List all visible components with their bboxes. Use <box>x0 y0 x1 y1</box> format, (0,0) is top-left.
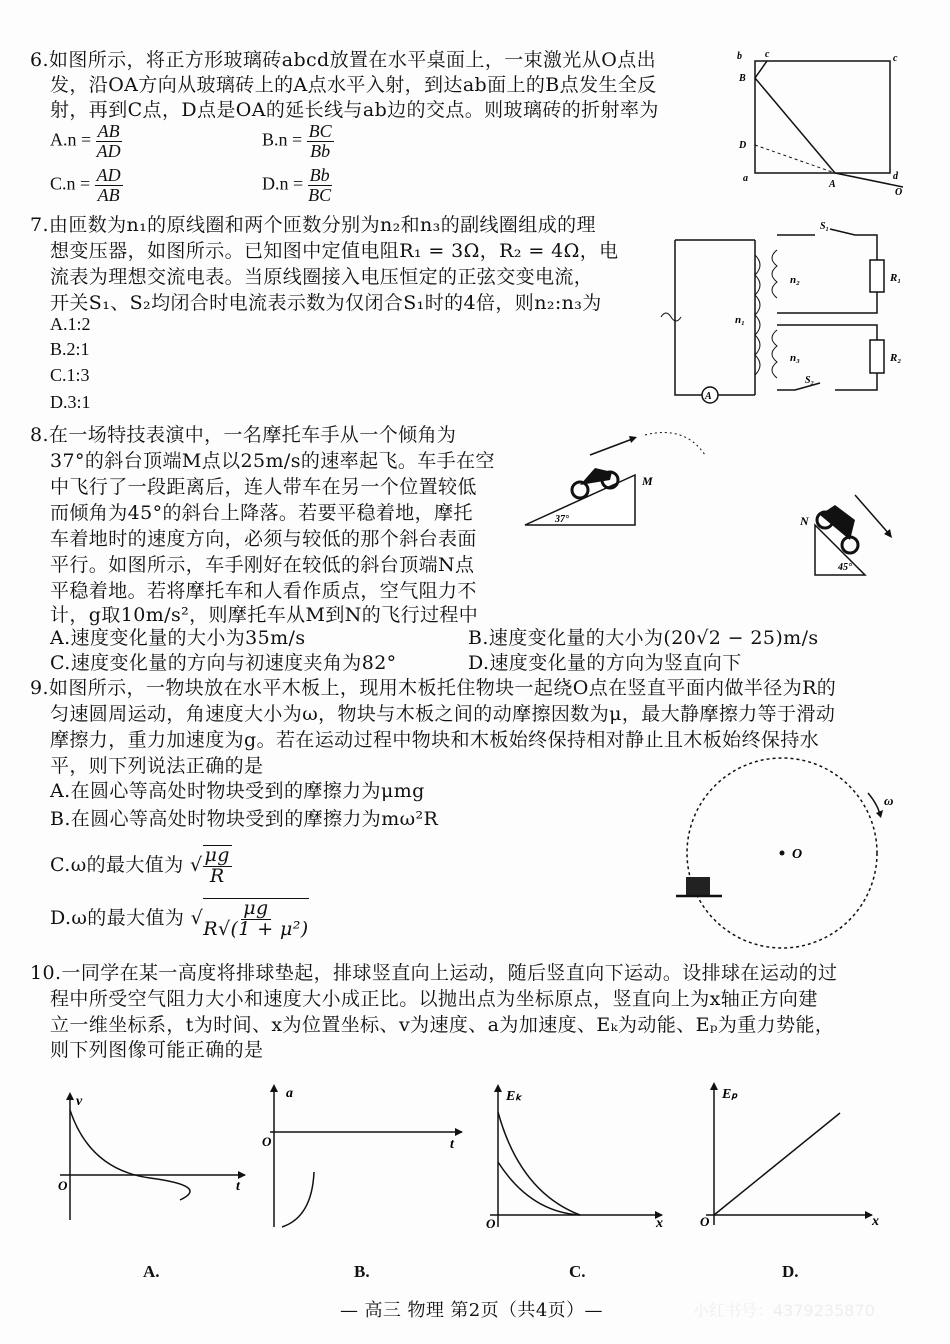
svg-text:A: A <box>829 179 836 190</box>
q7-transformer-figure <box>655 215 915 410</box>
svg-text:D: D <box>739 140 747 151</box>
q9-circle-figure <box>670 755 930 965</box>
q7-option-d: D.3:1 <box>50 392 91 412</box>
page-footer: — 高三 物理 第2页（共4页）— <box>340 1300 603 1321</box>
q10-line: 程中所受空气阻力大小和速度大小成正比。以抛出点为坐标原点，竖直向上为x轴正方向建 <box>50 988 818 1010</box>
curve-1 <box>70 1110 190 1200</box>
q6-option-b: B.n = $\frac{BC}{Bb}$ <box>262 121 332 161</box>
svg-text:v: v <box>76 1094 83 1109</box>
svg-text:B: B <box>739 73 746 84</box>
q8-line: 平稳着地。若将摩托车和人看作质点，空气阻力不 <box>50 580 477 602</box>
q6-glass-figure <box>735 45 945 200</box>
q6-option-a: A.n = $\frac{AB}{AD}$ <box>50 121 121 161</box>
q8-option-c: C.速度变化量的方向与初速度夹角为82° <box>50 652 397 674</box>
svg-text:t: t <box>450 1137 454 1152</box>
svg-text:a: a <box>743 173 748 184</box>
q6-line: 射，再到C点，D点是OA的延长线与ab边的交点。则玻璃砖的折射率为 <box>50 99 659 121</box>
q7-option-c: C.1:3 <box>50 365 90 385</box>
q7-line: 想变压器，如图所示。已知图中定值电阻R₁ = 3Ω，R₂ = 4Ω，电 <box>50 240 619 262</box>
q7-line: 开关S₁、S₂均闭合时电流表示数为仅闭合S₁时的4倍，则n₂:n₃为 <box>50 292 602 314</box>
svg-text:N: N <box>800 514 809 528</box>
q8-option-d: D.速度变化量的方向为竖直向下 <box>468 652 742 674</box>
q6-option-d: D.n = $\frac{Bb}{BC}$ <box>262 165 332 205</box>
q10-line: 则下列图像可能正确的是 <box>50 1039 264 1061</box>
q8-line: 车着地时的速度方向，必须与较低的那个斜台表面 <box>50 528 477 550</box>
svg-text:x: x <box>872 1214 879 1229</box>
svg-text:M: M <box>642 474 653 488</box>
q9-option-d: D.ω的最大值为 √ $\frac{\mu g}{\text{R√(1 + μ²)}}$ <box>50 897 309 940</box>
graph-b <box>262 1082 472 1232</box>
svg-text:Eₚ: Eₚ <box>722 1087 738 1102</box>
svg-text:n₃: n₃ <box>790 352 800 364</box>
svg-text:n₂: n₂ <box>790 274 800 286</box>
q8-line: 而倾角为45°的斜台上降落。若要平稳着地，摩托 <box>50 502 473 524</box>
graph-d <box>700 1080 890 1230</box>
q9-line: 匀速圆周运动，角速度大小为ω，物块与木板之间的动摩擦因数为μ，最大静摩擦力等于滑动 <box>50 703 836 725</box>
q7-line: 流表为理想交流电表。当原线圈接入电压恒定的正弦交变电流， <box>50 266 594 288</box>
svg-text:O: O <box>262 1134 272 1149</box>
svg-text:a: a <box>286 1086 293 1101</box>
q6-line: 6.如图所示，将正方形玻璃砖abcd放置在水平桌面上，一束激光从O点出 <box>30 49 657 71</box>
q8-line: 37°的斜台顶端M点以25m/s的速率起飞。车手在空 <box>50 450 495 472</box>
svg-text:37°: 37° <box>555 514 569 525</box>
svg-text:ω: ω <box>884 793 894 808</box>
graph-d-label: D. <box>782 1262 799 1281</box>
q7-option-a: A.1:2 <box>50 314 91 334</box>
q9-line: 摩擦力，重力加速度为g。若在运动过程中物块和木板始终保持相对静止且木板始终保持水 <box>50 729 820 751</box>
svg-text:O: O <box>792 847 803 862</box>
svg-text:R₁: R₁ <box>890 272 902 284</box>
q7-option-b: B.2:1 <box>50 339 90 359</box>
q9-option-b: B.在圆心等高处时物块受到的摩擦力为mω²R <box>50 808 439 830</box>
graph-b-label: B. <box>354 1262 370 1281</box>
q6-option-c: C.n = $\frac{AD}{AB}$ <box>50 165 121 205</box>
graph-a-label: A. <box>143 1262 160 1281</box>
q9-option-c: C.ω的最大值为 √ $\frac{\mu g}{R}$ <box>50 844 230 887</box>
q9-line: 平，则下列说法正确的是 <box>50 755 264 777</box>
svg-text:c: c <box>765 49 770 60</box>
svg-text:c: c <box>893 53 898 64</box>
svg-text:S₁: S₁ <box>820 221 830 232</box>
svg-text:x: x <box>656 1216 663 1231</box>
q7-line: 7.由匝数为n₁的原线圈和两个匝数分别为n₂和n₃的副线圈组成的理 <box>30 214 596 236</box>
svg-text:R₂: R₂ <box>890 352 902 364</box>
svg-text:n₁: n₁ <box>735 314 745 326</box>
q8-line: 8.在一场特技表演中，一名摩托车手从一个倾角为 <box>30 424 457 446</box>
watermark: 小红书号：4379235870 <box>693 1301 875 1320</box>
q9-line: 9.如图所示，一物块放在水平木板上，现用木板托住物块一起绕O点在竖直平面内做半径为R的 <box>30 677 837 699</box>
svg-text:O: O <box>895 187 903 198</box>
svg-text:Eₖ: Eₖ <box>506 1089 522 1104</box>
graph-c <box>480 1082 680 1232</box>
graph-c-label: C. <box>569 1262 586 1281</box>
svg-text:45°: 45° <box>838 562 852 573</box>
svg-text:d: d <box>893 171 898 182</box>
svg-text:O: O <box>700 1214 710 1229</box>
svg-text:O: O <box>486 1216 496 1231</box>
svg-text:t: t <box>236 1179 240 1194</box>
q8-ramp-figure <box>520 430 920 580</box>
q8-line: 中飞行了一段距离后，连人带车在另一个位置较低 <box>50 476 477 498</box>
q10-line: 立一维坐标系，t为时间、x为位置坐标、v为速度、a为加速度、Eₖ为动能、Eₚ为重力势能， <box>50 1014 835 1036</box>
q8-line: 平行。如图所示，车手刚好在较低的斜台顶端N点 <box>50 554 475 576</box>
svg-text:S₂: S₂ <box>805 375 815 386</box>
q9-option-a: A.在圆心等高处时物块受到的摩擦力为μmg <box>50 780 425 802</box>
svg-text:b: b <box>737 51 742 62</box>
svg-text:O: O <box>58 1178 68 1193</box>
svg-text:A: A <box>705 391 712 402</box>
q8-line: 计，g取10m/s²，则摩托车从M到N的飞行过程中 <box>50 604 479 626</box>
q8-option-a: A.速度变化量的大小为35m/s <box>50 627 306 649</box>
graph-a <box>50 1090 250 1230</box>
q8-option-b: B.速度变化量的大小为(20√2 − 25)m/s <box>468 627 819 649</box>
q10-line: 10.一同学在某一高度将排球垫起，排球竖直向上运动，随后竖直向下运动。设排球在运动的过 <box>30 962 838 984</box>
q6-line: 发，沿OA方向从玻璃砖上的A点水平入射，到达ab面上的B点发生全反 <box>50 74 657 96</box>
